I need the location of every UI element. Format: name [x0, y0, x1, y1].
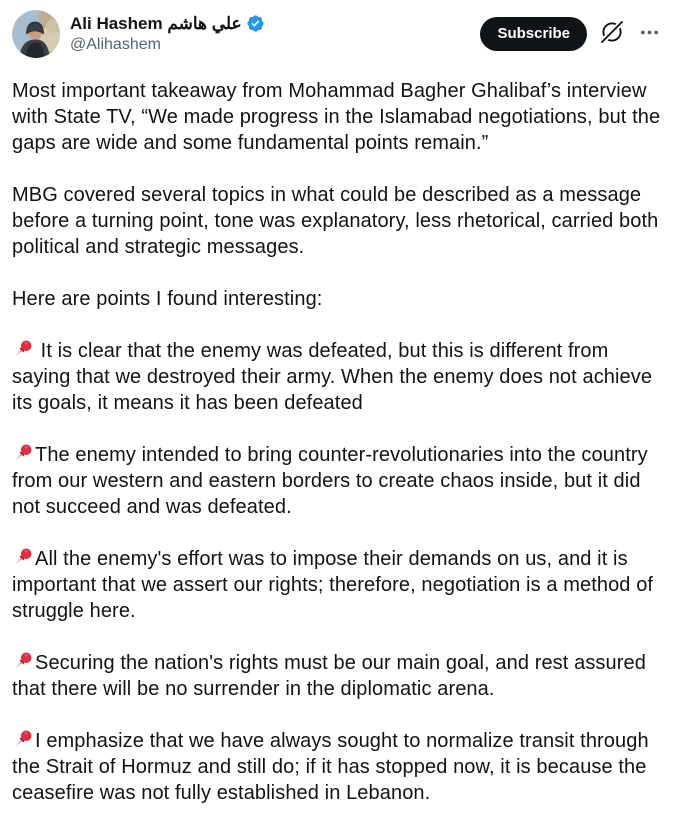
- more-icon: [639, 22, 660, 46]
- tweet-paragraph: Most important takeaway from Mohammad Bagher Ghalibaf’s interview with State TV, “We made progress in the Islamabad negotiations, but the gaps are wide and some fundamental points remain.”: [12, 80, 661, 154]
- user-handle[interactable]: @Alihashem: [70, 36, 161, 53]
- grok-button[interactable]: [595, 15, 629, 52]
- grok-icon: [597, 17, 627, 50]
- tweet-paragraph: MBG covered several topics in what could be described as a message before a turning point, tone was explanatory, less rhetorical, carried both political and strategic messages.: [12, 184, 659, 258]
- display-name-row[interactable]: [70, 13, 265, 34]
- avatar-photo: [12, 10, 60, 58]
- more-button[interactable]: [637, 20, 662, 48]
- pin-icon: [12, 728, 34, 750]
- tweet-text: [0, 58, 676, 806]
- subscribe-button[interactable]: Subscribe: [480, 17, 587, 51]
- avatar[interactable]: [12, 10, 60, 58]
- pin-icon: [12, 546, 34, 568]
- tweet-paragraph: It is clear that the enemy was defeated, but this is different from saying that we destroyed their army. When the enemy does not achieve its goals, it means it has been defeated: [12, 340, 653, 414]
- tweet-paragraph: Here are points I found interesting:: [12, 288, 323, 310]
- user-identity: [70, 10, 265, 55]
- pin-icon: [12, 650, 34, 672]
- display-name: Ali Hashem علي هاشم: [70, 14, 242, 33]
- pin-icon: [12, 442, 34, 464]
- tweet-paragraph: The enemy intended to bring counter-revolutionaries into the country from our western and eastern borders to create chaos inside, but it did not succeed and was defeated.: [12, 444, 648, 518]
- verified-badge-icon: [246, 14, 265, 33]
- tweet-paragraph: All the enemy's effort was to impose their demands on us, and it is important that we assert our rights; therefore, negotiation is a method of struggle here.: [12, 548, 654, 622]
- tweet-paragraph: I emphasize that we have always sought to normalize transit through the Strait of Hormuz and still do; if it has stopped now, it is because the ceasefire was not fully established in Lebanon.: [12, 730, 649, 804]
- pin-icon: [12, 338, 34, 360]
- post-header: [0, 0, 676, 58]
- header-actions: [480, 10, 662, 52]
- tweet-paragraph: Securing the nation's rights must be our main goal, and rest assured that there will be no surrender in the diplomatic arena.: [12, 652, 646, 700]
